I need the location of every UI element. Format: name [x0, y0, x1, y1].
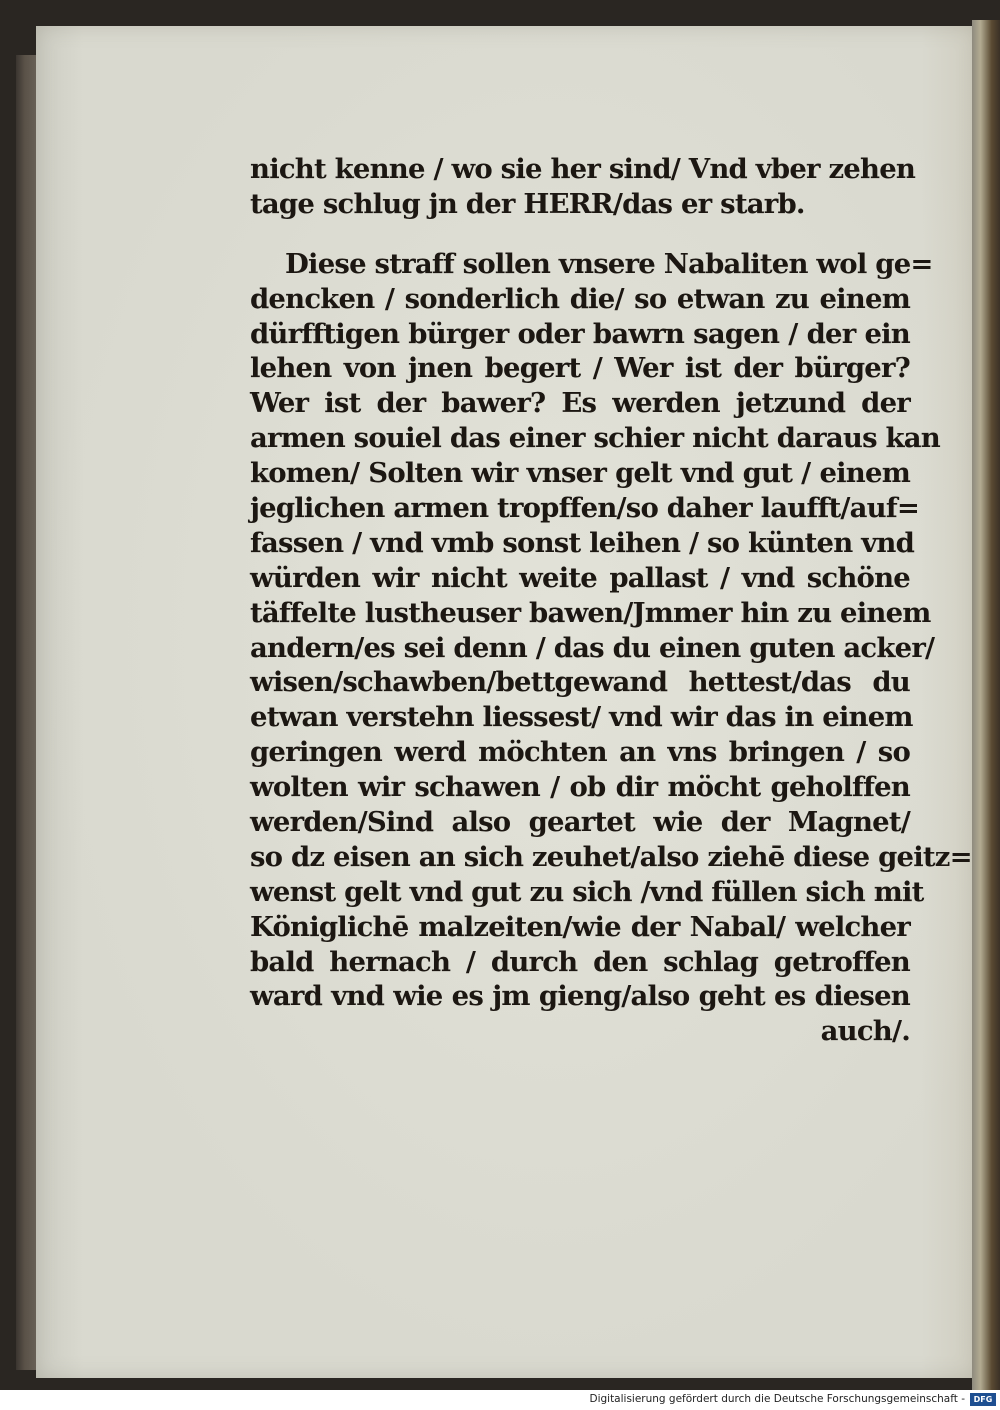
text-line: jeglichen armen tropffen/so daher laufft/auf= — [250, 492, 920, 525]
text-line: lehen von jnen begert / Wer ist der bürger? — [250, 352, 910, 385]
text-line: etwan verstehn liessest/ vnd wir das in einem — [250, 701, 913, 734]
text-line: Wer ist der bawer? Es werden jetzund der — [250, 387, 910, 420]
funding-credit: Digitalisierung gefördert durch die Deutsche Forschungsgemeinschaft - — [589, 1393, 965, 1405]
footer-bar — [0, 1390, 1000, 1410]
text-line: ward vnd wie es jm gieng/also geht es diesen — [250, 980, 910, 1013]
text-line: werden/Sind also geartet wie der Magnet/ — [250, 806, 910, 839]
text-line: wenst gelt vnd gut zu sich /vnd füllen sich mit — [250, 875, 924, 908]
text-line: dürfftigen bürger oder bawrn sagen / der ein — [250, 317, 910, 350]
text-line-catchword: auch/. — [820, 1015, 910, 1048]
page-edge-left — [16, 55, 38, 1370]
text-line: armen souiel das einer schier nicht daraus kan — [250, 422, 941, 455]
text-line: tage schlug jn der HERR/das er starb. — [250, 187, 805, 220]
dfg-logo-icon: DFG — [970, 1393, 996, 1406]
text-line: wisen/schawben/bettgewand hettest/das du — [250, 666, 910, 699]
text-line: wolten wir schawen / ob dir möcht geholffen — [250, 771, 910, 804]
text-line: Diese straff sollen vnsere Nabaliten wol ge= — [285, 247, 933, 280]
text-line: nicht kenne / wo sie her sind/ Vnd vber zehen — [250, 153, 916, 185]
text-line: bald hernach / durch den schlag getroffen — [250, 945, 910, 978]
text-line: so dz eisen an sich zeuhet/also ziehē diese geitz= — [250, 840, 972, 873]
page-edge-right — [972, 20, 1000, 1390]
text-line: Königlichē malzeiten/wie der Nabal/ welcher — [250, 910, 910, 943]
text-line: komen/ Solten wir vnser gelt vnd gut / einem — [250, 457, 910, 490]
text-line: andern/es sei denn / das du einen guten acker/ — [250, 631, 935, 664]
text-line: dencken / sonderlich die/ so etwan zu einem — [250, 282, 910, 315]
text-line: fassen / vnd vmb sonst leihen / so künten vnd — [250, 526, 915, 559]
document-text-block — [250, 152, 972, 1049]
text-line: täffelte lustheuser bawen/Jmmer hin zu einem — [250, 596, 931, 629]
text-line: geringen werd möchten an vns bringen / so — [250, 736, 910, 769]
text-line: würden wir nicht weite pallast / vnd schöne — [250, 561, 910, 594]
